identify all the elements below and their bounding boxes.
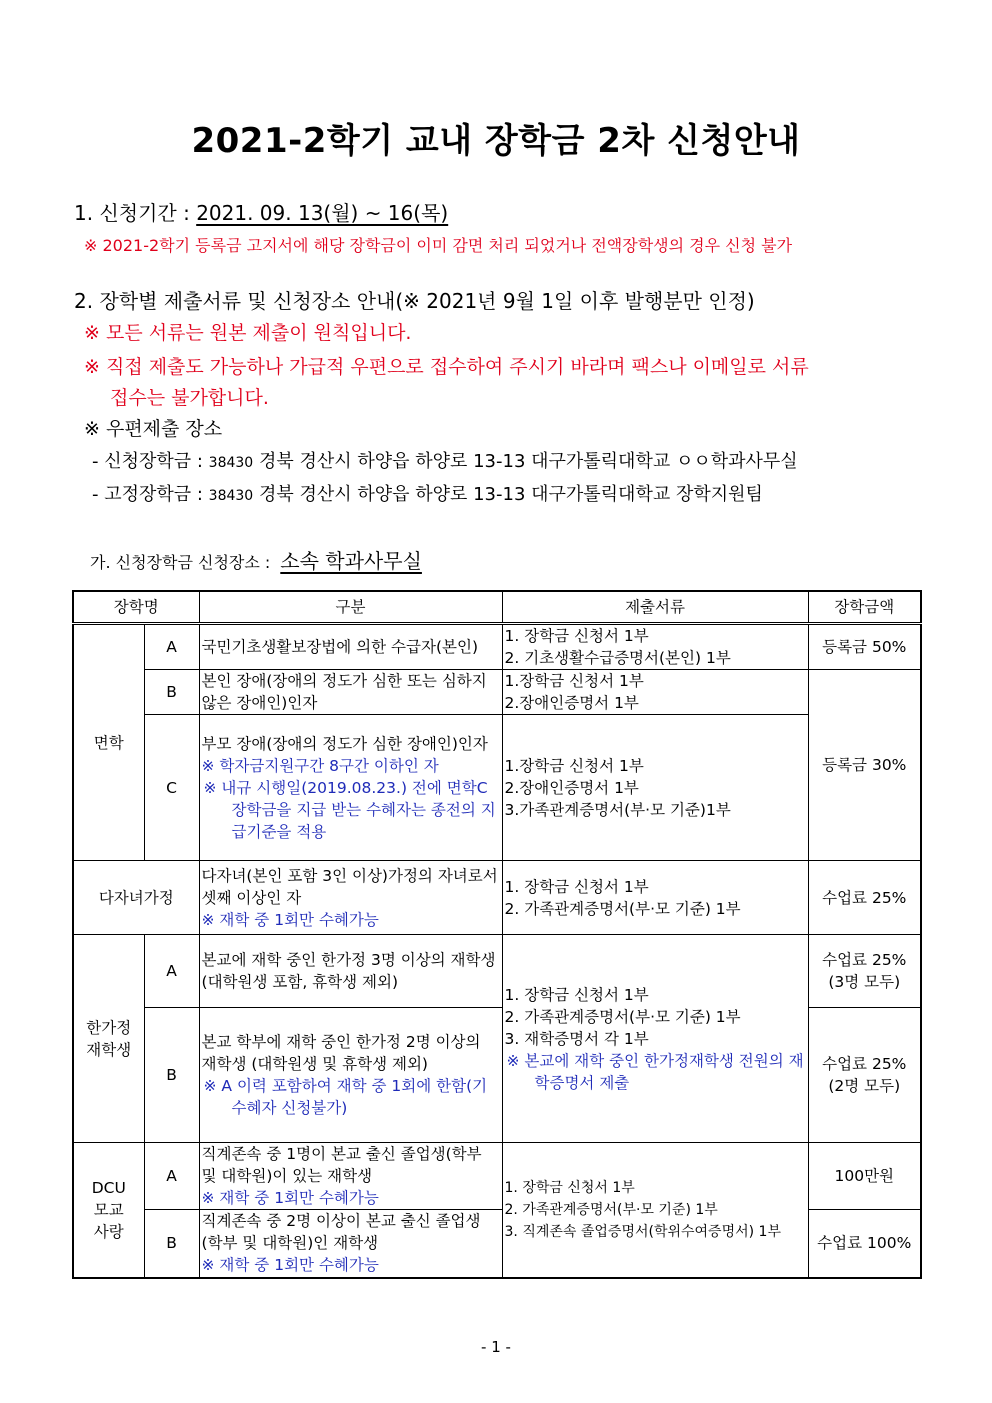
docs-cell [502,935,808,1143]
doc-item: 3. 재학증명서 각 1부 [504,1029,649,1048]
table-row [73,670,921,715]
doc-item: 1. 장학금 신청서 1부 [504,877,649,896]
desc-note: ※ 내규 시행일(2019.08.23.) 전에 면학C장학금을 지급 받는 수혜자는 종전의 지급기준을 적용 [203,778,496,841]
doc-item: 1. 장학금 신청서 1부 [504,1179,635,1196]
scholarship-table [72,590,922,1279]
desc-text: (대학원생 포함, 휴학생 제외) [201,973,399,991]
desc-text: 다자녀(본인 포함 3인 이상)가정의 자녀로서 셋째 이상인 자 [201,866,498,907]
group-name: 면학 [73,624,144,861]
group-name-line: 사랑 [93,1222,124,1241]
original-docs-note: ※ 모든 서류는 원본 제출이 원칙입니다. [84,322,412,344]
doc-item: 3. 직계존속 졸업증명서(학위수여증명서) 1부 [504,1223,781,1240]
desc-text: 본교 학부에 재학 중인 한가정 2명 이상의 재학생 (대학원생 및 휴학생 제외) [201,1033,481,1073]
desc-note: ※ 재학 중 1회만 수혜가능 [201,1189,379,1207]
doc-item: 2. 가족관계증명서(부·모 기준) 1부 [504,1007,741,1026]
type-cell: B [144,1210,199,1278]
place-value: 소속 학과사무실 [280,549,422,573]
amount-cell: 수업료 100% [808,1210,921,1278]
table-header [73,591,921,624]
post1-zip: 38430 [208,455,254,471]
submission-note-cont: 접수는 불가합니다. [110,387,269,409]
doc-item: 1.장학금 신청서 1부 [504,672,644,690]
group-name [73,1143,144,1278]
doc-note: ※ 본교에 재학 중인 한가정재학생 전원의 재학증명서 제출 [506,1051,804,1092]
type-cell: B [144,670,199,715]
amount-line: (2명 모두) [828,1077,901,1095]
desc-cell [199,715,502,861]
type-cell: C [144,715,199,861]
doc-item: 2. 기초생활수급증명서(본인) 1부 [504,649,731,667]
table-row [73,624,921,670]
desc-text: 부모 장애(장애의 정도가 심한 장애인)인자 [201,734,488,753]
docs-cell [502,861,808,935]
desc-text: 직계존속 중 2명 이상이 본교 출신 졸업생(학부 및 대학원)인 재학생 [201,1212,481,1253]
desc-cell [199,1008,502,1143]
period-value: 2021. 09. 13(월) ~ 16(목) [196,201,449,225]
amount-cell: 등록금 50% [808,624,921,670]
desc-cell [199,861,502,935]
desc-note: ※ 재학 중 1회만 수혜가능 [201,1256,379,1275]
doc-item: 1.장학금 신청서 1부 [504,756,644,775]
group-name-line: 재학생 [86,1040,132,1059]
type-cell: A [144,624,199,670]
post-address-1 [92,447,798,473]
application-place [90,545,422,574]
amount-line: 수업료 25% [822,1055,907,1073]
place-label: 가. 신청장학금 신청장소 : [90,553,271,572]
desc-note: ※ 재학 중 1회만 수혜가능 [201,910,379,929]
amount-cell: 100만원 [808,1143,921,1210]
desc-text: 본교에 재학 중인 한가정 3명 이상의 재학생 [201,951,496,969]
post1-prefix: - 신청장학금 : [92,451,209,472]
table-row [73,1143,921,1210]
amount-cell: 등록금 30% [808,670,921,861]
group-name-line: 한가정 [86,1018,132,1037]
post-title: ※ 우편제출 장소 [84,418,223,440]
header-docs: 제출서류 [502,591,808,624]
table-row [73,935,921,1008]
type-cell: A [144,935,199,1008]
amount-cell [808,935,921,1008]
desc-text: 직계존속 중 1명이 본교 출신 졸업생(학부 및 대학원)이 있는 재학생 [201,1145,482,1185]
desc-cell: 본인 장애(장애의 정도가 심한 또는 심하지 않은 장애인)인자 [199,670,502,715]
doc-item: 2. 가족관계증명서(부·모 기준) 1부 [504,1201,718,1218]
type-cell: A [144,1143,199,1210]
group-name-line: DCU [91,1178,126,1197]
application-period [74,197,448,226]
group-name [73,935,144,1143]
post2-prefix: - 고정장학금 : [92,484,209,505]
amount-cell [808,1008,921,1143]
docs-cell [502,624,808,670]
doc-item: 1. 장학금 신청서 1부 [504,627,649,645]
docs-cell [502,1143,808,1278]
page-title: 2021-2학기 교내 장학금 2차 신청안내 [191,121,801,161]
submission-note: ※ 직접 제출도 가능하나 가급적 우편으로 접수하여 주시기 바라며 팩스나 이메일로 서류 [84,356,809,378]
period-note: ※ 2021-2학기 등록금 고지서에 해당 장학금이 이미 감면 처리 되었거나 전액장학생의 경우 신청 불가 [84,236,793,255]
header-amount: 장학금액 [808,591,921,624]
docs-cell [502,715,808,861]
period-label: 1. 신청기간 : [74,201,197,225]
desc-cell [199,935,502,1008]
doc-item: 2.장애인증명서 1부 [504,694,639,712]
docs-cell [502,670,808,715]
post-address-2 [92,480,763,506]
table-row [73,715,921,861]
desc-cell [199,1210,502,1278]
doc-item: 3.가족관계증명서(부·모 기준)1부 [504,800,731,819]
doc-item: 2. 가족관계증명서(부·모 기준) 1부 [504,899,741,918]
page-number: - 1 - [481,1338,511,1356]
desc-note: ※ A 이력 포함하여 재학 중 1회에 한함(기 수혜자 신청불가) [203,1077,488,1117]
type-cell: B [144,1008,199,1143]
post2-addr: 경북 경산시 하양읍 하양로 13-13 대구가톨릭대학교 장학지원팀 [253,484,763,505]
amount-line: 수업료 25% [822,951,907,969]
post2-zip: 38430 [208,488,254,504]
doc-item: 2.장애인증명서 1부 [504,778,639,797]
header-type: 구분 [199,591,502,624]
post1-addr: 경북 경산시 하양읍 하양로 13-13 대구가톨릭대학교 ㅇㅇ학과사무실 [253,451,798,472]
desc-cell [199,1143,502,1210]
amount-cell: 수업료 25% [808,861,921,935]
group-name-line: 모교 [93,1200,124,1219]
section2-heading: 2. 장학별 제출서류 및 신청장소 안내(※ 2021년 9월 1일 이후 발행분만 인정) [74,289,755,313]
desc-cell: 국민기초생활보장법에 의한 수급자(본인) [199,624,502,670]
desc-note: ※ 학자금지원구간 8구간 이하인 자 [201,756,439,775]
amount-line: (3명 모두) [828,973,901,991]
group-name: 다자녀가정 [73,861,199,935]
doc-item: 1. 장학금 신청서 1부 [504,985,649,1004]
header-name: 장학명 [73,591,199,624]
table-row [73,861,921,935]
